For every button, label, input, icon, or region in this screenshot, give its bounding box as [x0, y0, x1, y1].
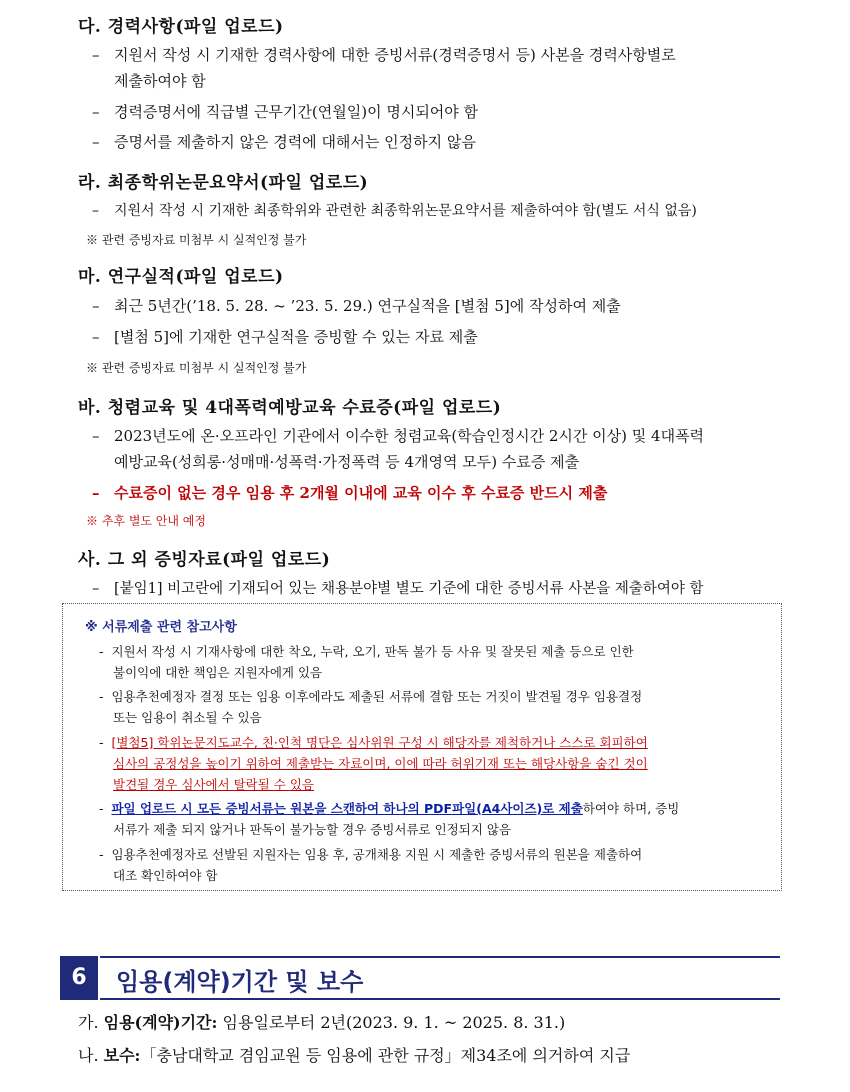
heading-other-documents: 사. 그 외 증빙자료(파일 업로드): [78, 550, 331, 570]
heading-research: 마. 연구실적(파일 업로드): [78, 267, 284, 287]
section-number: 6: [60, 956, 98, 1000]
reference-title: ※ 서류제출 관련 참고사항: [85, 620, 237, 635]
list-item: – 경력증명서에 직급별 근무기간(연월일)이 명시되어야 함: [92, 103, 479, 121]
heading-career: 다. 경력사항(파일 업로드): [78, 17, 284, 37]
appointment-period: 가. 임용(계약)기간: 임용일로부터 2년(2023. 9. 1. ~ 2025. 8. 31.): [78, 1013, 566, 1032]
list-item-continuation: 예방교육(성희롱·성매매·성폭력·가정폭력 등 4개영역 모두) 수료증 제출: [114, 453, 580, 471]
divider: [100, 956, 780, 958]
heading-thesis-summary: 라. 최종학위논문요약서(파일 업로드): [78, 173, 369, 193]
divider: [100, 998, 780, 1000]
section-title: 임용(계약)기간 및 보수: [116, 968, 364, 996]
list-item: – [별첨 5]에 기재한 연구실적을 증빙할 수 있는 자료 제출: [92, 328, 478, 346]
note-text: ※ 관련 증빙자료 미첨부 시 실적인정 불가: [86, 361, 307, 375]
reference-item-continuation: 또는 임용이 취소될 수 있음: [113, 710, 262, 725]
reference-item-red: - [별첨5] 학위논문지도교수, 친·인척 명단은 심사위원 구성 시 해당자를 제척하거나 스스로 회피하여: [99, 735, 648, 750]
list-item-continuation: 제출하여야 함: [114, 72, 206, 90]
list-item: – 지원서 작성 시 기재한 경력사항에 대한 증빙서류(경력증명서 등) 사본을 경력사항별로: [92, 46, 676, 64]
salary-info: 나. 보수:「충남대학교 겸임교원 등 임용에 관한 규정」제34조에 의거하여 지급: [78, 1046, 631, 1065]
reference-item-continuation: 불이익에 대한 책임은 지원자에게 있음: [113, 665, 323, 680]
list-item: – 지원서 작성 시 기재한 최종학위와 관련한 최종학위논문요약서를 제출하여야 함(별도 서식 없음): [92, 203, 697, 219]
list-item-warning: – 수료증이 없는 경우 임용 후 2개월 이내에 교육 이수 후 수료증 반드시 제출: [92, 484, 608, 502]
reference-item: - 지원서 작성 시 기재사항에 대한 착오, 누락, 오기, 판독 불가 등 사유 및 잘못된 제출 등으로 인한: [99, 644, 634, 659]
reference-item-continuation: 심사의 공정성을 높이기 위하여 제출받는 자료이며, 이에 따라 허위기재 또는 해당사항을 숨긴 것이: [113, 756, 648, 771]
list-item: – [붙임1] 비고란에 기재되어 있는 채용분야별 별도 기준에 대한 증빙서류 사본을 제출하여야 함: [92, 581, 704, 597]
reference-box: [62, 603, 782, 891]
reference-item: - 임용추천예정자 결정 또는 임용 이후에라도 제출된 서류에 결함 또는 거짓이 발견될 경우 임용결정: [99, 689, 643, 704]
list-item: – 최근 5년간(’18. 5. 28. ~ ’23. 5. 29.) 연구실적을 [별첨 5]에 작성하여 제출: [92, 297, 621, 315]
reference-item: - 파일 업로드 시 모든 증빙서류는 원본을 스캔하여 하나의 PDF파일(A4사이즈)로 제출하여야 하며, 증빙: [99, 801, 680, 816]
reference-item-continuation: 대조 확인하여야 함: [113, 868, 218, 883]
list-item: – 2023년도에 온·오프라인 기관에서 이수한 청렴교육(학습인정시간 2시간 이상) 및 4대폭력: [92, 427, 705, 445]
reference-item-continuation: 서류가 제출 되지 않거나 판독이 불가능할 경우 증빙서류로 인정되지 않음: [113, 822, 512, 837]
section-header: [60, 956, 780, 1000]
reference-item: - 임용추천예정자로 선발된 지원자는 임용 후, 공개채용 지원 시 제출한 증빙서류의 원본을 제출하여: [99, 847, 643, 862]
reference-item-continuation: 발견될 경우 심사에서 탈락될 수 있음: [113, 777, 314, 792]
note-text: ※ 추후 별도 안내 예정: [86, 514, 206, 528]
note-text: ※ 관련 증빙자료 미첨부 시 실적인정 불가: [86, 233, 307, 247]
list-item: – 증명서를 제출하지 않은 경력에 대해서는 인정하지 않음: [92, 133, 476, 151]
heading-education: 바. 청렴교육 및 4대폭력예방교육 수료증(파일 업로드): [78, 398, 502, 418]
